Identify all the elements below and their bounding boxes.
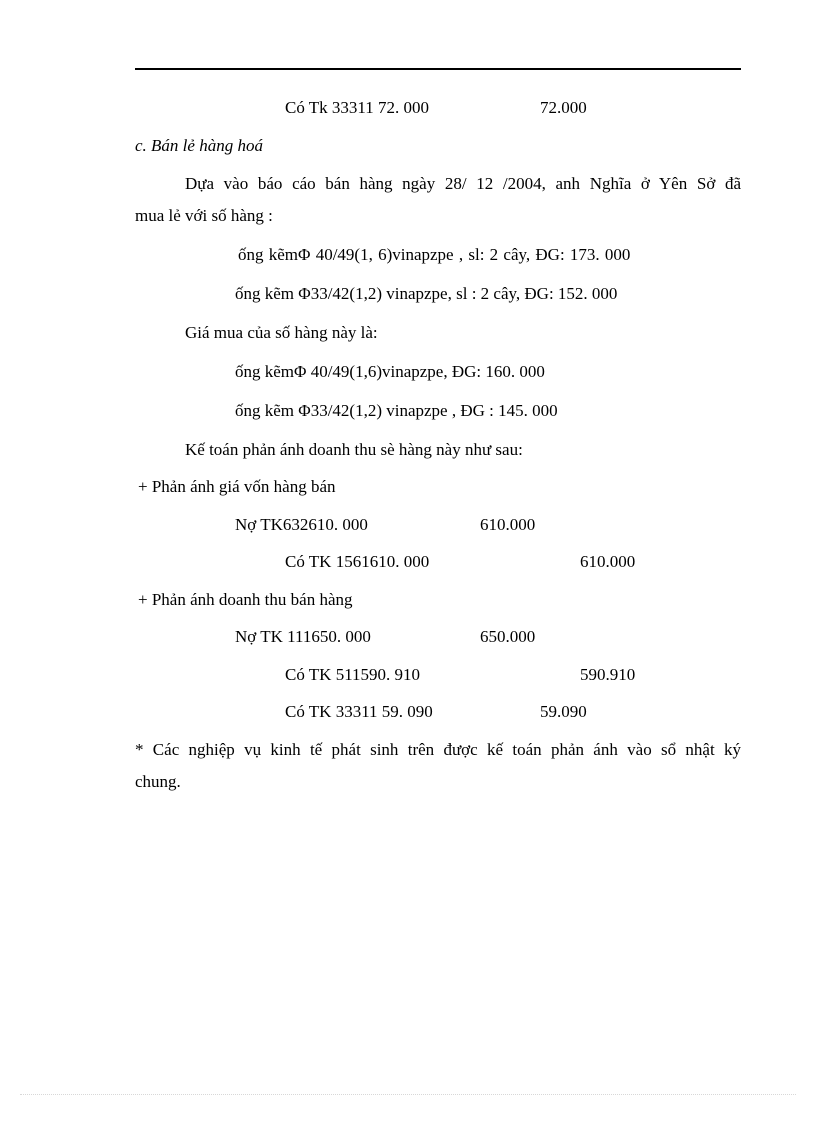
- item-sold-1: ống kẽmΦ 40/49(1, 6)vinapzpe , sl: 2 cây, ĐG: 173. 000: [238, 245, 631, 264]
- section-heading: c. Bán lẻ hàng hoá: [135, 136, 263, 155]
- revenue-credit-511-entry: Có TK 511590. 910: [285, 665, 421, 684]
- paragraph-line-2: mua lẻ với số hàng :: [135, 206, 273, 225]
- purchase-intro: Giá mua của số hàng này là:: [185, 323, 378, 342]
- accounting-intro: Kế toán phản ánh doanh thu sè hàng này như sau:: [185, 440, 523, 459]
- revenue-debit-amount: 650.000: [480, 627, 536, 646]
- paragraph-line-1: Dựa vào báo cáo bán hàng ngày 28/ 12 /2004, anh Nghĩa ở Yên Sở đã: [185, 174, 741, 193]
- revenue-credit-511-amount: 590.910: [580, 665, 636, 684]
- cost-credit-entry: Có TK 1561610. 000: [285, 552, 430, 571]
- section-cost-heading: + Phản ánh giá vốn hàng bán: [138, 477, 336, 496]
- note-line-2: chung.: [135, 772, 181, 791]
- revenue-credit-33311-entry: Có TK 33311 59. 090: [285, 702, 433, 721]
- revenue-credit-33311-amount: 59.090: [540, 702, 587, 721]
- entry-credit-33311-top: Có Tk 33311 72. 000: [285, 98, 430, 117]
- item-purchase-2: ống kẽm Φ33/42(1,2) vinapzpe , ĐG : 145. 000: [235, 401, 558, 420]
- section-revenue-heading: + Phản ánh doanh thu bán hàng: [138, 590, 353, 609]
- note-line-1: * Các nghiệp vụ kinh tế phát sinh trên được kế toán phản ánh vào sổ nhật ký: [135, 740, 741, 759]
- cost-debit-amount: 610.000: [480, 515, 536, 534]
- page-bottom-border: [20, 1094, 796, 1095]
- revenue-debit-entry: Nợ TK 111650. 000: [235, 627, 371, 646]
- entry-credit-33311-top-amount: 72.000: [540, 98, 587, 117]
- item-purchase-1: ống kẽmΦ 40/49(1,6)vinapzpe, ĐG: 160. 000: [235, 362, 545, 381]
- item-sold-2: ống kẽm Φ33/42(1,2) vinapzpe, sl : 2 cây, ĐG: 152. 000: [235, 284, 618, 303]
- header-rule: [135, 68, 741, 70]
- cost-debit-entry: Nợ TK632610. 000: [235, 515, 368, 534]
- cost-credit-amount: 610.000: [580, 552, 636, 571]
